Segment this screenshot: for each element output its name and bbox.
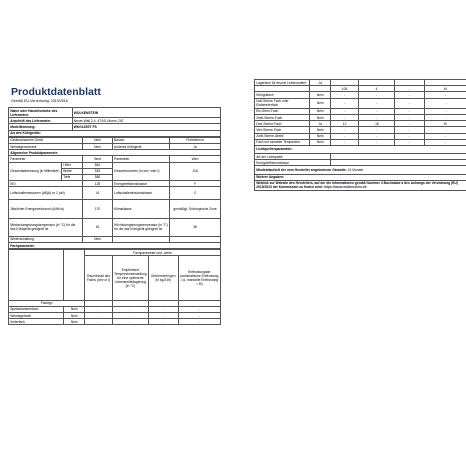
params-heading: Allgemeine Produktparameter: [9, 150, 221, 156]
compartment-table-continued: Lagerfach für frische Lebensmittel Ja 106 4 - M Kühlgutfach Nein - - - - Null-Sterne-Fach oder Eisbereiterfach Nein - - - - Ein-Stern-Fach Nein - - - - Zwei-Sterne-Fach Nein - - - - Drei-Sterne-Fach Ja 12 -18 - M Vier-Sterne-Fach Nein - - - - Zwei-Sterne-Abteil Nein - - - - Fach mit variabler Temperatur Nein - - - - Lichtquellenparameter: Art der Lichtquelle Energieeffizienzklasse Mindestlaufzeit der vom Hersteller angebotenen Garantie: 24 Monate Weitere Angaben: Weblink zur Website des Herstellers, auf der die Informationen gemäß Nummer 4 Buchstabe a des Anhangs der Verordnung (EU) 2019/2023 der Kommission zu finden sind: https://www.wolkenstein.de [254, 79, 466, 191]
type-heading: Art des Kühlgeräts: [9, 130, 221, 136]
datasheet-page-1 [8, 79, 221, 389]
supplier-table [8, 107, 221, 137]
compartment-table: Fachparameter und -werte Rauminhalt des Fachs (dm³ or l) Empfohlene Temperatureinstellung für eine optimierte Lebensmittellagerung (in °C) Gefriervermögen (in kg/24h) Entfrostungsart (automatische Entfrostung = A, manuelle Entfrostung = M) Fachtyp Speisekammerfach Nein - - - - Weinlagerfach Nein - - - - Kellerfach Nein - - - - [10, 250, 219, 324]
more-heading: Weitere Angaben: [255, 174, 466, 180]
param-row-temp: Mindestumgebungstemperatur (in °C) für die das Kühlgerät geeignet ist [9, 218, 83, 236]
params-table: Geräuscharmes Gerät Nein Bauart: Freistehend Weinlagerschrank Nein Anderes Kühlgerät Ja Allgemeine Produktparameter: Parameter Wert Parameter Wert Gesamtabmessung (in Millimeter) Höhe 840 Gesamtvolumen (in dm³ oder l) 118 Breite 545 Tiefe 580 EEI 125 Energieeffizienzklasse F Luftschallemissionen (dB(A) re 1 pW) 41 Luftschallemissionsklasse C Jährlicher Energieverbrauch (kWh/a) 170 Klimaklasse gemäßigt, Subtropische Zone Mindestumgebungstemperatur (in °C) für die das Kühlgerät geeignet ist 16 Höchstumgebungstemperatur (in °C) für die das Kühlgerät geeignet ist 38 Winterschaltung Nein Fachparameter: [8, 137, 221, 249]
datasheet-page-2 [254, 79, 466, 264]
address-label: Anschrift des Lieferanten: [9, 118, 73, 124]
weblink-url[interactable]: https://www.wolkenstein.de [323, 185, 367, 190]
supplier-value: WOLKENSTEIN [72, 108, 220, 118]
supplier-label: Name oder Handelsmarke des Lieferanten: [9, 108, 73, 118]
param-row-eei: EEI [9, 181, 83, 187]
document-title: Produktdatenblatt [11, 86, 101, 98]
param-row-noise: Luftschallemissionen (dB(A) re 1 pW) [9, 187, 83, 200]
fach-row: Null-Sterne-Fach oder Eisbereiterfach [255, 98, 310, 108]
light-heading: Lichtquellenparameter: [255, 145, 466, 153]
fach-type-header: Fachtyp [9, 300, 85, 306]
document-subtitle: Gemäß EU-Verordnung: 2019/2016 [11, 99, 68, 103]
fach-heading: Fachparameter: [9, 243, 221, 249]
fach-row: Kühlgutfach [255, 92, 310, 98]
warranty-row: Mindestlaufzeit der vom Hersteller angebotenen Garantie: 24 Monate [255, 166, 466, 174]
model-value: WKG125ST FS [72, 124, 220, 130]
fach-row: Ein-Stern-Fach [255, 108, 310, 114]
fach-row: Kellerfach [9, 319, 64, 325]
light-row: Energieeffizienzklasse [255, 160, 331, 166]
fach-row: Zwei-Sterne-Fach [255, 114, 310, 120]
weblink-row: Weblink zur Website des Herstellers, auf der die Informationen gemäß Nummer 4 Buchstabe a des Anhangs der Verordnung (EU) 2019/2023 der Kommission zu finden sind: https://www.wolkenstein.de [255, 180, 466, 190]
fach-row: Vier-Sterne-Fach [255, 127, 310, 133]
light-row: Art der Lichtquelle [255, 154, 331, 160]
param-row-winter: Winterschaltung [9, 236, 83, 242]
fach-group-header: Fachparameter und -werte [85, 250, 221, 256]
warranty-value: 24 Monate [347, 168, 364, 173]
fach-row: Drei-Sterne-Fach [255, 121, 310, 127]
model-label: Modellkennung: [9, 124, 73, 130]
param-row-energy: Jährlicher Energieverbrauch (kWh/a) [9, 200, 83, 218]
fach-row: Zwei-Sterne-Abteil [255, 133, 310, 139]
address-value: Neuer Wall 2-4, 47441 Moers, DE [72, 118, 220, 124]
fach-row: Speisekammerfach [9, 306, 64, 312]
fach-row: Weinlagerfach [9, 312, 64, 318]
type-row: Weinlagerschrank [9, 143, 83, 149]
param-header: Parameter [9, 156, 83, 162]
fach-row: Lagerfach für frische Lebensmittel [255, 80, 310, 86]
fach-row: Fach mit variabler Temperatur [255, 139, 310, 145]
dims-label: Gesamtabmessung (in Millimeter) [9, 162, 62, 181]
type-row: Geräuscharmes Gerät [9, 137, 83, 143]
